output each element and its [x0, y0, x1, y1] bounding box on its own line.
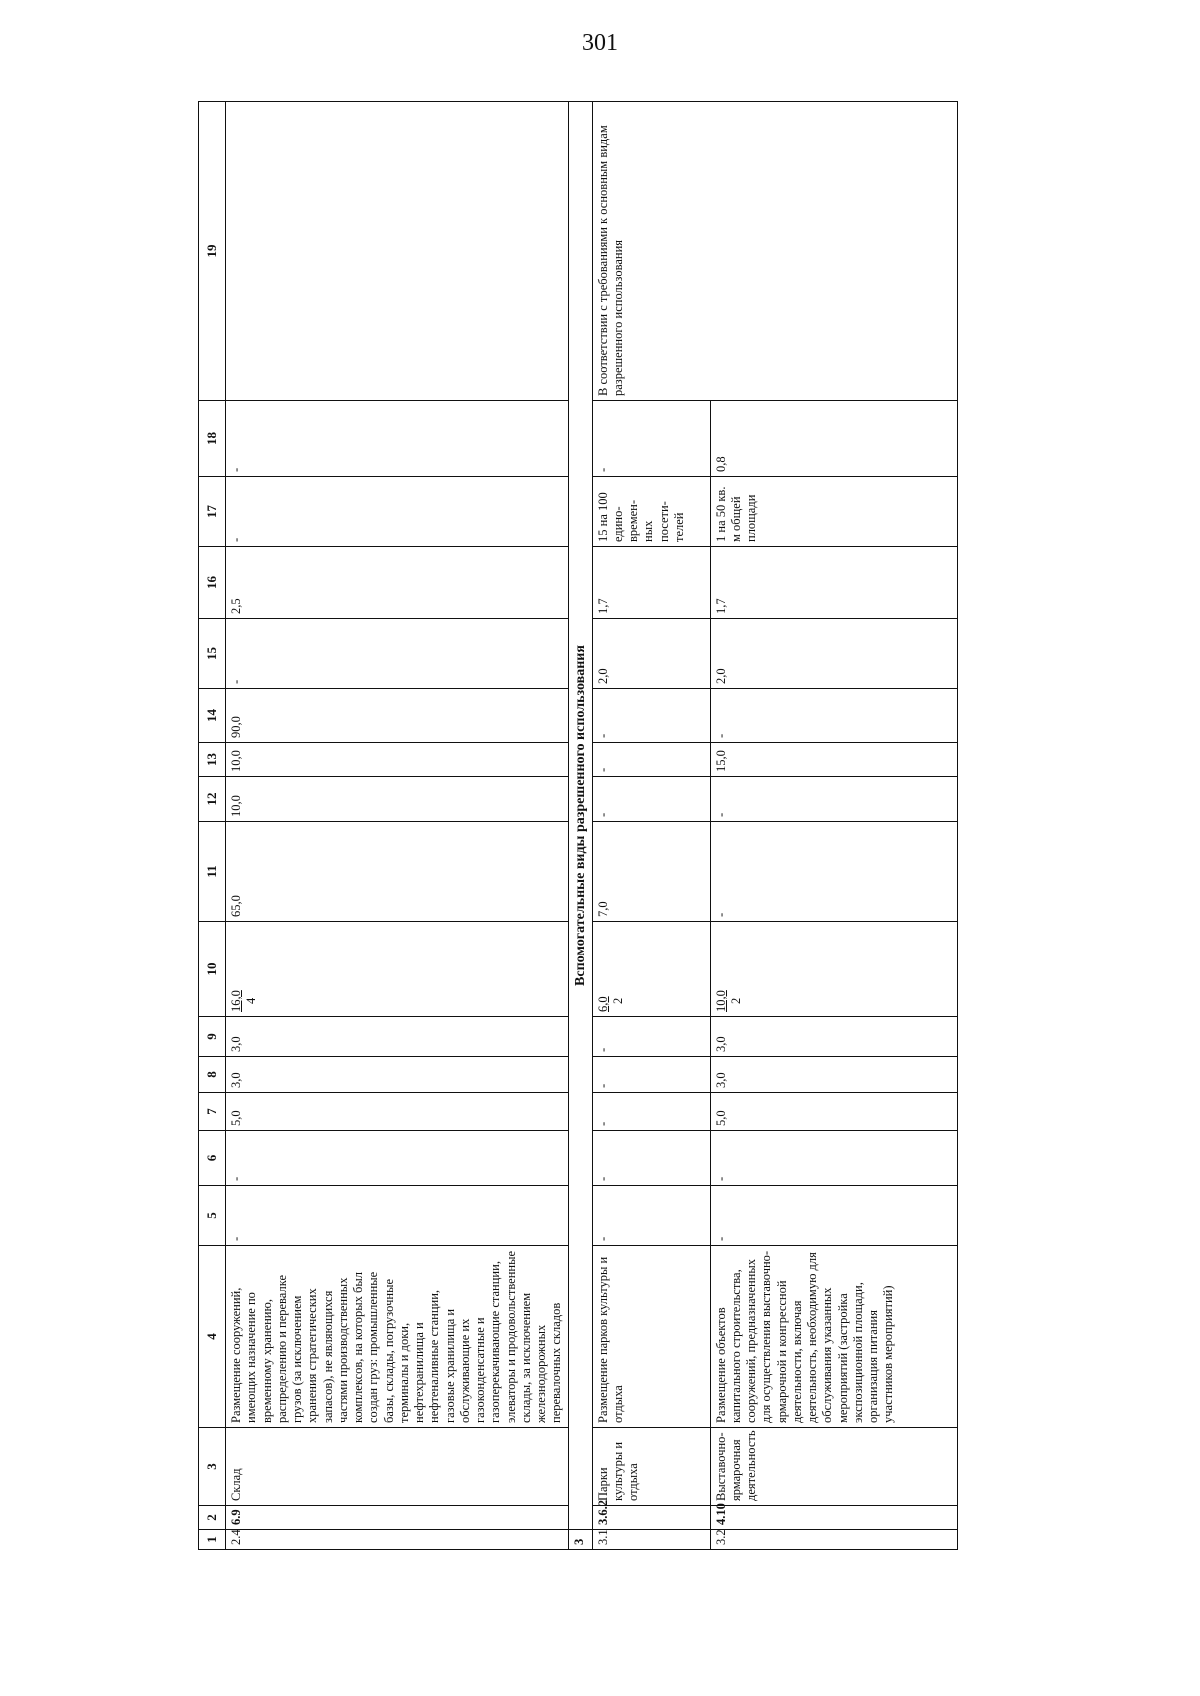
table-cell: - — [226, 1131, 569, 1186]
table-cell: - — [710, 689, 957, 743]
section-number: 3 — [568, 1530, 592, 1550]
header-cell: 13 — [199, 743, 226, 777]
table-cell: В соответствии с требованиями к основным видам разрешенного использования — [592, 102, 957, 401]
table-cell: 65,0 — [226, 822, 569, 922]
table-cell: 5,0 — [226, 1093, 569, 1131]
fraction-denominator: 4 — [244, 997, 259, 1004]
table-cell: 0,8 — [710, 401, 957, 477]
header-cell: 6 — [199, 1131, 226, 1186]
header-row — [199, 102, 226, 1550]
header-cell: 2 — [199, 1506, 226, 1530]
table-cell: 2,0 — [592, 619, 710, 689]
fraction-cell — [592, 922, 710, 1017]
table-cell: - — [710, 777, 957, 822]
use-type-description: Размещение сооружений, имеющих назначение по временному хранению, распределению и перевалке грузов (за исключением хранения стратегических запасов), не являющихся частями производственных комплексов, на которых был создан груз: промышленные базы, склады, погрузочные терминалы и доки, нефтехранилища и нефтеналивные станции, газовые хранилища и обслуживающие их газоконденсатные и газоперекачивающие станции, элеваторы и продовольственные склады, за исключением железнодорожных перевалочных складов — [226, 1246, 569, 1428]
classifier-code: 4.10 — [710, 1506, 957, 1530]
header-cell: 5 — [199, 1186, 226, 1246]
header-cell: 19 — [199, 102, 226, 401]
table-cell: - — [592, 743, 710, 777]
rotated-table-wrapper — [198, 102, 958, 1550]
row-number: 2.4 — [226, 1530, 569, 1550]
table-cell: 3,0 — [710, 1057, 957, 1093]
header-cell: 10 — [199, 922, 226, 1017]
table-row — [592, 102, 710, 1550]
fraction-numerator: 6,0 — [595, 996, 610, 1012]
table-cell: - — [592, 777, 710, 822]
table-cell: 1,7 — [592, 547, 710, 619]
fraction-cell — [710, 922, 957, 1017]
table-cell: - — [592, 1093, 710, 1131]
header-cell: 8 — [199, 1057, 226, 1093]
page-number: 301 — [582, 30, 618, 56]
table-cell: 10,0 — [226, 743, 569, 777]
section-row — [568, 102, 592, 1550]
use-type-description: Размещение парков культуры и отдыха — [592, 1246, 710, 1428]
row-number: 3.1 — [592, 1530, 710, 1550]
table-cell: 15 на 100 едино-времен-ных посети-телей — [592, 477, 710, 547]
header-cell: 16 — [199, 547, 226, 619]
table-row — [226, 102, 569, 1550]
table-cell: 90,0 — [226, 689, 569, 743]
table-cell: - — [226, 477, 569, 547]
row-number: 3.2 — [710, 1530, 957, 1550]
use-type-name: Склад — [226, 1428, 569, 1506]
header-cell: 14 — [199, 689, 226, 743]
table-cell: 2,0 — [710, 619, 957, 689]
table-cell: - — [592, 1186, 710, 1246]
table-cell: - — [710, 1131, 957, 1186]
table-cell: 1,7 — [710, 547, 957, 619]
classifier-code: 3.6.2 — [592, 1506, 710, 1530]
table-cell: - — [710, 822, 957, 922]
header-cell: 11 — [199, 822, 226, 922]
header-cell: 12 — [199, 777, 226, 822]
table-cell: - — [710, 1186, 957, 1246]
header-cell: 15 — [199, 619, 226, 689]
table-cell: 10,0 — [226, 777, 569, 822]
header-cell: 7 — [199, 1093, 226, 1131]
table-cell: 1 на 50 кв. м общей площади — [710, 477, 957, 547]
header-cell: 9 — [199, 1017, 226, 1057]
table-cell: 3,0 — [710, 1017, 957, 1057]
fraction-numerator: 10,0 — [713, 990, 728, 1012]
header-cell: 17 — [199, 477, 226, 547]
table-cell: 7,0 — [592, 822, 710, 922]
fraction-cell — [226, 922, 569, 1017]
table-cell: - — [592, 1057, 710, 1093]
header-cell: 1 — [199, 1530, 226, 1550]
table-cell: - — [226, 1186, 569, 1246]
table-cell: - — [226, 619, 569, 689]
header-cell: 3 — [199, 1428, 226, 1506]
table-cell: - — [592, 1131, 710, 1186]
use-type-name: Выставочно-ярмарочная деятельность — [710, 1428, 957, 1506]
table-cell: - — [226, 401, 569, 477]
table-cell: 3,0 — [226, 1057, 569, 1093]
table-cell: 3,0 — [226, 1017, 569, 1057]
use-type-name: Парки культуры и отдыха — [592, 1428, 710, 1506]
table-cell — [226, 102, 569, 401]
table-cell: - — [592, 401, 710, 477]
table-cell: - — [592, 689, 710, 743]
use-type-description: Размещение объектов капитального строительства, сооружений, предназначенных для осуществления выставочно-ярмарочной и конгрессной деятельности, включая деятельность, необходимую для обслуживания указанных мероприятий (застройка экспозиционной площади, организация питания участников мероприятий) — [710, 1246, 957, 1428]
land-use-table — [198, 101, 958, 1550]
header-cell: 18 — [199, 401, 226, 477]
table-cell: - — [592, 1017, 710, 1057]
section-title: Вспомогательные виды разрешенного использования — [568, 102, 592, 1530]
fraction-denominator: 2 — [610, 997, 625, 1004]
table-cell: 2,5 — [226, 547, 569, 619]
header-cell: 4 — [199, 1246, 226, 1428]
table-cell: 5,0 — [710, 1093, 957, 1131]
fraction-denominator: 2 — [728, 997, 743, 1004]
fraction-numerator: 16,0 — [229, 990, 243, 1012]
table-cell: 15,0 — [710, 743, 957, 777]
classifier-code: 6.9 — [226, 1506, 569, 1530]
